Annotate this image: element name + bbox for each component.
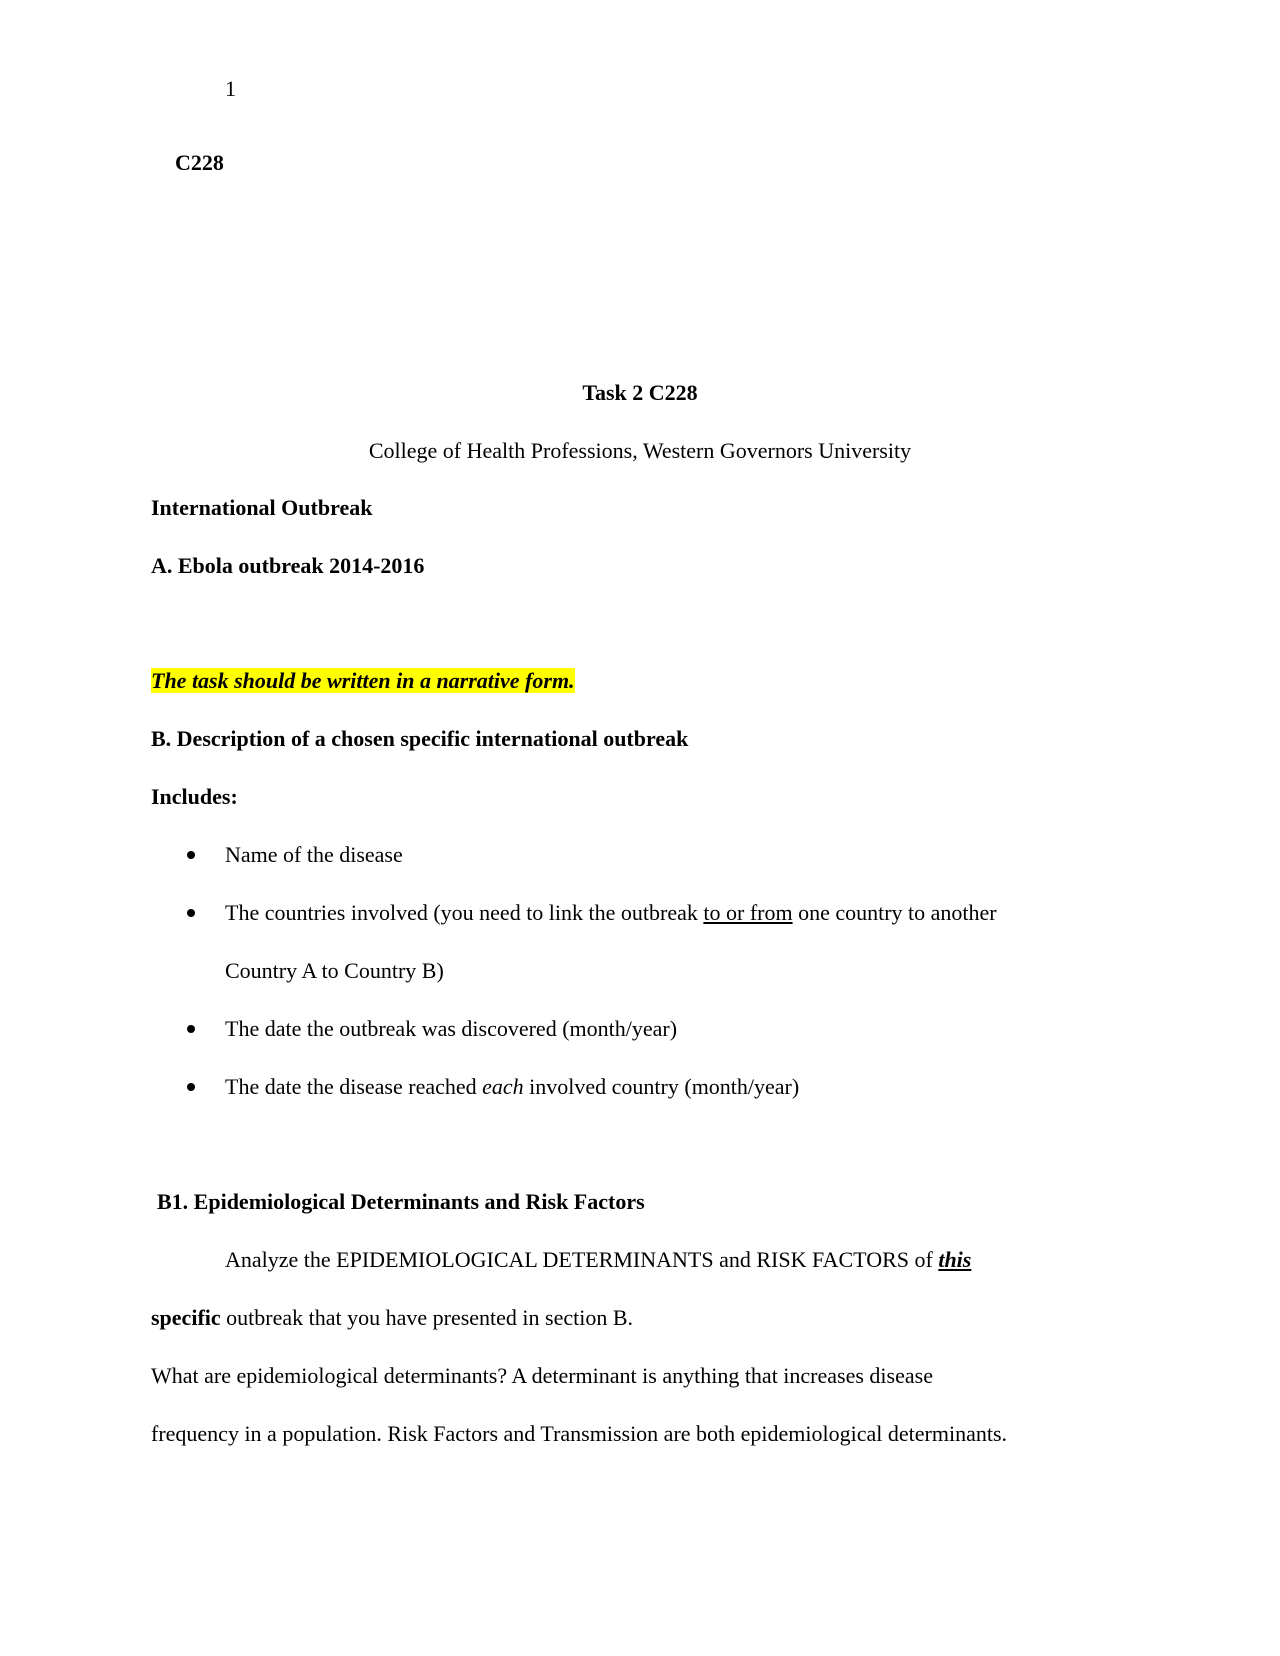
bullet-icon xyxy=(187,1025,195,1033)
analyze-emphasis: this xyxy=(938,1247,972,1272)
narrative-note-highlight: The task should be written in a narrative form. xyxy=(151,668,575,693)
list-item-countries-text-a: The countries involved (you need to link the outbreak xyxy=(225,900,704,925)
determinants-paragraph-line1: What are epidemiological determinants? A determinant is anything that increases disease xyxy=(151,1363,933,1388)
affiliation: College of Health Professions, Western Governors University xyxy=(368,438,912,463)
bullet-icon xyxy=(187,851,195,859)
bullet-icon xyxy=(187,1083,195,1091)
international-outbreak-heading: International Outbreak xyxy=(151,495,373,520)
analyze-bold-word: specific xyxy=(151,1305,221,1330)
narrative-note xyxy=(151,668,575,694)
list-item-countries-continuation: Country A to Country B) xyxy=(225,958,444,983)
page-number: 1 xyxy=(225,76,236,101)
determinants-paragraph-line2: frequency in a population. Risk Factors and Transmission are both epidemiological determinants. xyxy=(151,1421,1008,1446)
section-b1-heading: B1. Epidemiological Determinants and Risk Factors xyxy=(157,1189,645,1214)
analyze-text-b: outbreak that you have presented in section B. xyxy=(220,1305,634,1330)
list-item-reach-text-b: involved country (month/year) xyxy=(523,1074,800,1099)
list-item-reach-italic: each xyxy=(482,1074,524,1099)
list-item-countries xyxy=(225,900,997,926)
list-item-countries-underlined: to or from xyxy=(703,900,793,925)
section-b-heading: B. Description of a chosen specific international outbreak xyxy=(151,726,689,751)
list-item-disease-name: Name of the disease xyxy=(225,842,403,867)
list-item-discovery-date: The date the outbreak was discovered (month/year) xyxy=(225,1016,678,1041)
running-head: C228 xyxy=(175,150,224,175)
analyze-paragraph-line1 xyxy=(225,1247,971,1273)
bullet-icon xyxy=(187,909,195,917)
analyze-text-a: Analyze the EPIDEMIOLOGICAL DETERMINANTS and RISK FACTORS of xyxy=(225,1247,939,1272)
includes-label: Includes: xyxy=(151,784,238,809)
list-item-reach-text-a: The date the disease reached xyxy=(225,1074,483,1099)
document-title: Task 2 C228 xyxy=(582,380,698,405)
list-item-countries-text-b: one country to another xyxy=(792,900,997,925)
analyze-paragraph-line2 xyxy=(151,1305,633,1331)
list-item-reach-date xyxy=(225,1074,799,1100)
section-a-heading: A. Ebola outbreak 2014-2016 xyxy=(151,553,425,578)
